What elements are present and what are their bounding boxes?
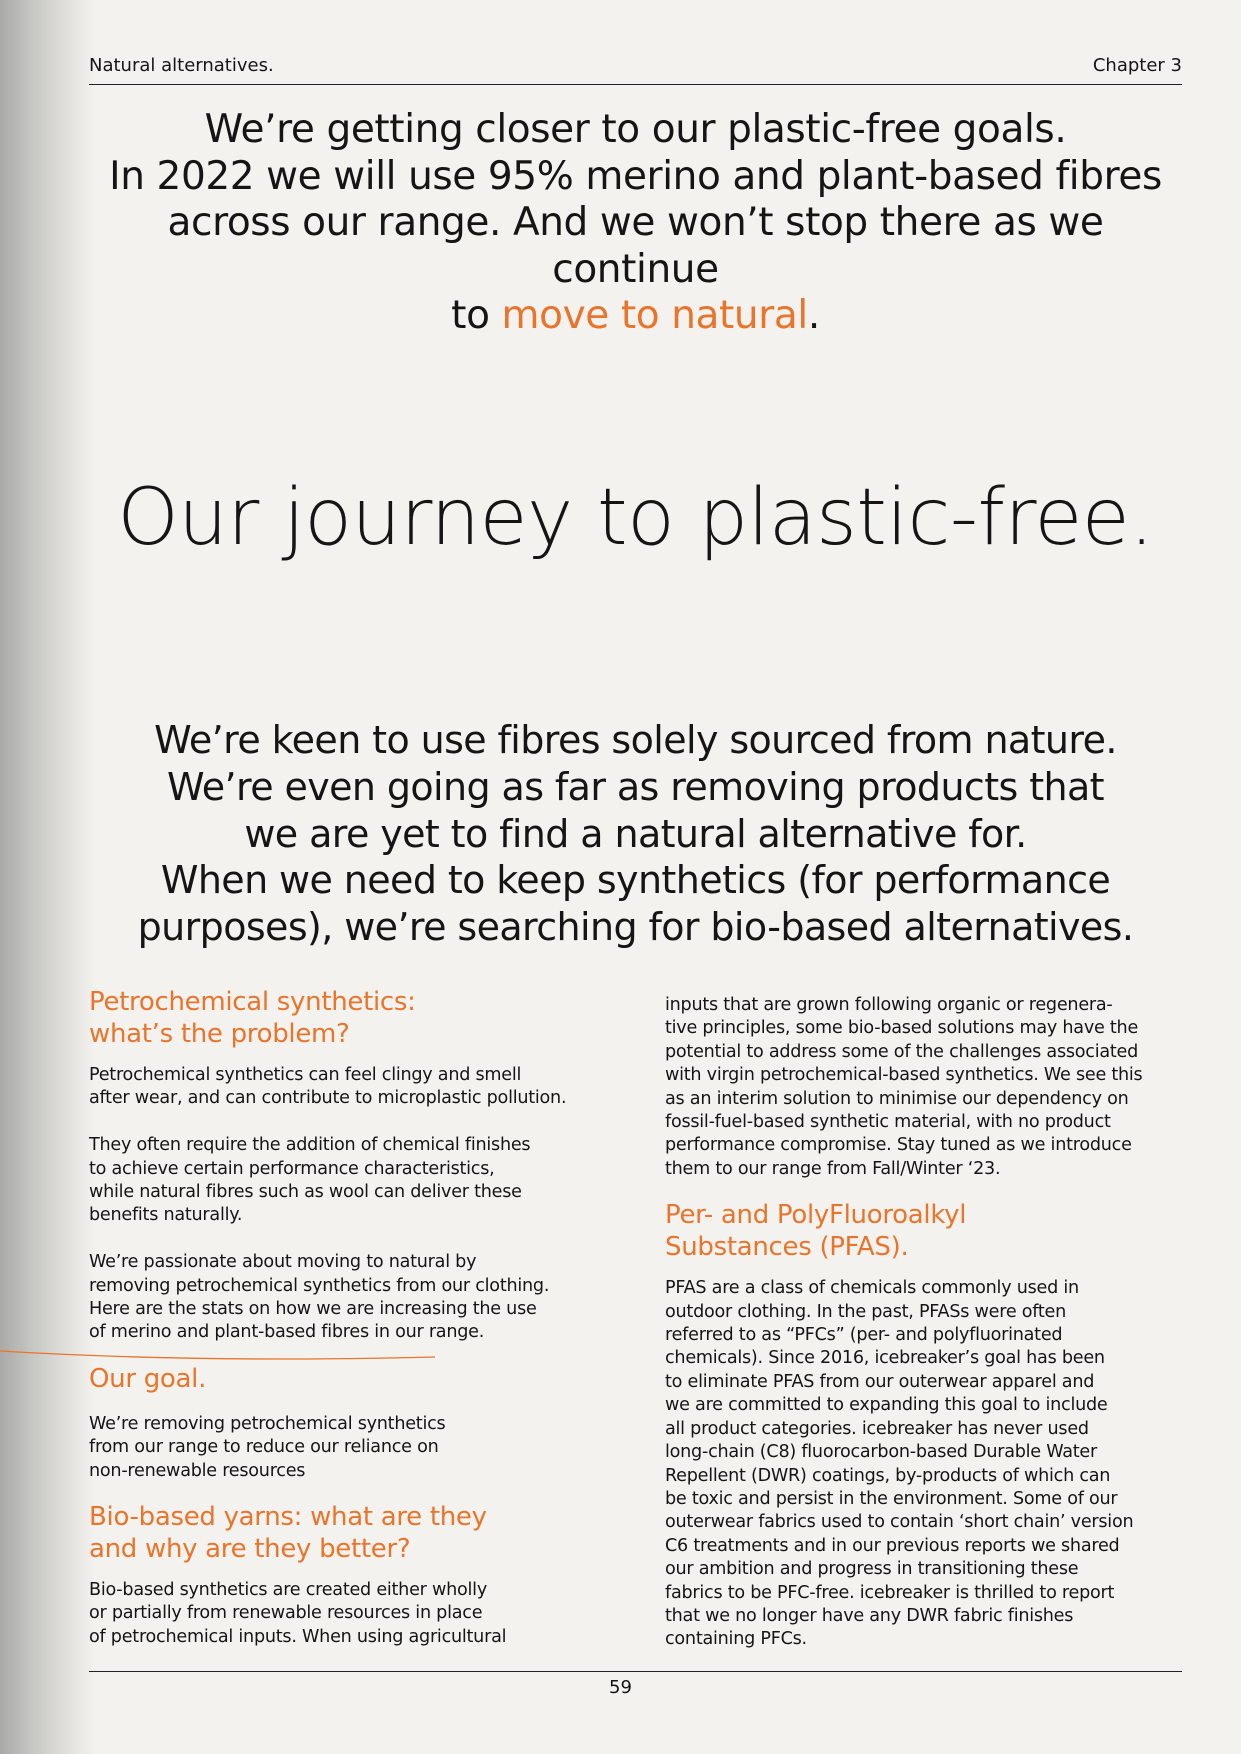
heading-line: Per- and PolyFluoroalkyl (665, 1200, 967, 1231)
problem-heading (89, 986, 629, 1050)
page-title: Our journey to plastic-free. (117, 473, 1154, 563)
statement-line: We’re keen to use fibres solely sourced from nature. (154, 718, 1117, 762)
intro-line: In 2022 we will use 95% merino and plant-based fibres (109, 153, 1162, 199)
goal-paragraph: We’re removing petrochemical synthetics from our range to reduce our reliance on non-renewable resources (89, 1413, 446, 1481)
statement-line: purposes), we’re searching for bio-based alternatives. (137, 905, 1134, 950)
heading-line: Substances (PFAS). (665, 1232, 909, 1263)
problem-paragraph: They often require the addition of chemical finishes to achieve certain performance characteristics, while natural fibres such as wool can deliver these benefits naturally. (89, 1135, 531, 1226)
running-header (89, 54, 1182, 78)
chapter-label: Chapter 3 (1092, 55, 1182, 76)
header-rule (89, 84, 1182, 85)
right-column (665, 994, 1190, 1652)
intro-text: . (807, 293, 820, 338)
statement-paragraph (89, 717, 1182, 951)
intro-line: We’re getting closer to our plastic-free goals. (204, 107, 1067, 152)
decorative-swoosh-line (0, 1345, 440, 1365)
biobased-heading (89, 1501, 629, 1565)
heading-line: what’s the problem? (89, 1019, 350, 1049)
left-column (89, 986, 629, 1649)
statement-line: we are yet to find a natural alternative for. (244, 811, 1027, 856)
problem-paragraph: We’re passionate about moving to natural by removing petrochemical synthetics from our clothing. Here are the stats on how we are increasing the use of merino and plant-based fibres in our range. (89, 1252, 550, 1343)
intro-paragraph (89, 107, 1182, 340)
page-number: 59 (609, 1677, 632, 1698)
intro-line: across our range. And we won’t stop there as we continue (167, 200, 1104, 292)
goal-heading: Our goal. (89, 1363, 207, 1394)
intro-highlight: move to natural (501, 293, 808, 338)
pfas-paragraph: PFAS are a class of chemicals commonly used in outdoor clothing. In the past, PFASs were often referred to as “PFCs” (per- and polyfluorinated chemicals). Since 2016, icebreaker’s goal has been to eliminate PFAS from our outerwear apparel and we are committed to expanding this goal to include all product categories. icebreaker has never used long-chain (C8) fluorocarbon-based Durable Water Repellent (DWR) coatings, by-products of which can be toxic and persist in the environment. Some of our outerwear fabrics used to contain ‘short chain’ version C6 treatments and in our previous reports we shared our ambition and progress in transitioning these fabrics to be PFC-free. icebreaker is thrilled to report that we no longer have any DWR fabric finishes containing PFCs. (665, 1278, 1134, 1650)
statement-line: We’re even going as far as removing products that (167, 764, 1104, 809)
pfas-heading (665, 1199, 1190, 1263)
intro-line (89, 293, 1182, 340)
page-binding-shadow (0, 0, 95, 1754)
section-label: Natural alternatives. (89, 55, 274, 76)
problem-paragraph: Petrochemical synthetics can feel clingy and smell after wear, and can contribute to microplastic pollution. (89, 1065, 567, 1109)
heading-line: Bio-based yarns: what are they (89, 1502, 487, 1533)
biobased-continued-paragraph: inputs that are grown following organic or regenera- tive principles, some bio-based solutions may have the potential to address some of the challenges associated with virgin petrochemical-based synthetics. We see this as an interim solution to minimise our dependency on fossil-fuel-based synthetic material, with no product performance compromise. Stay tuned as we introduce them to our range from Fall/Winter ‘23. (665, 995, 1143, 1179)
footer-rule (89, 1671, 1182, 1672)
statement-line: When we need to keep synthetics (for performance (160, 858, 1111, 903)
heading-line: and why are they better? (89, 1534, 411, 1565)
intro-text: to (451, 293, 502, 338)
biobased-paragraph: Bio-based synthetics are created either wholly or partially from renewable resources in place of petrochemical inputs. When using agricultural (89, 1580, 507, 1647)
heading-line: Petrochemical synthetics: (89, 987, 416, 1017)
